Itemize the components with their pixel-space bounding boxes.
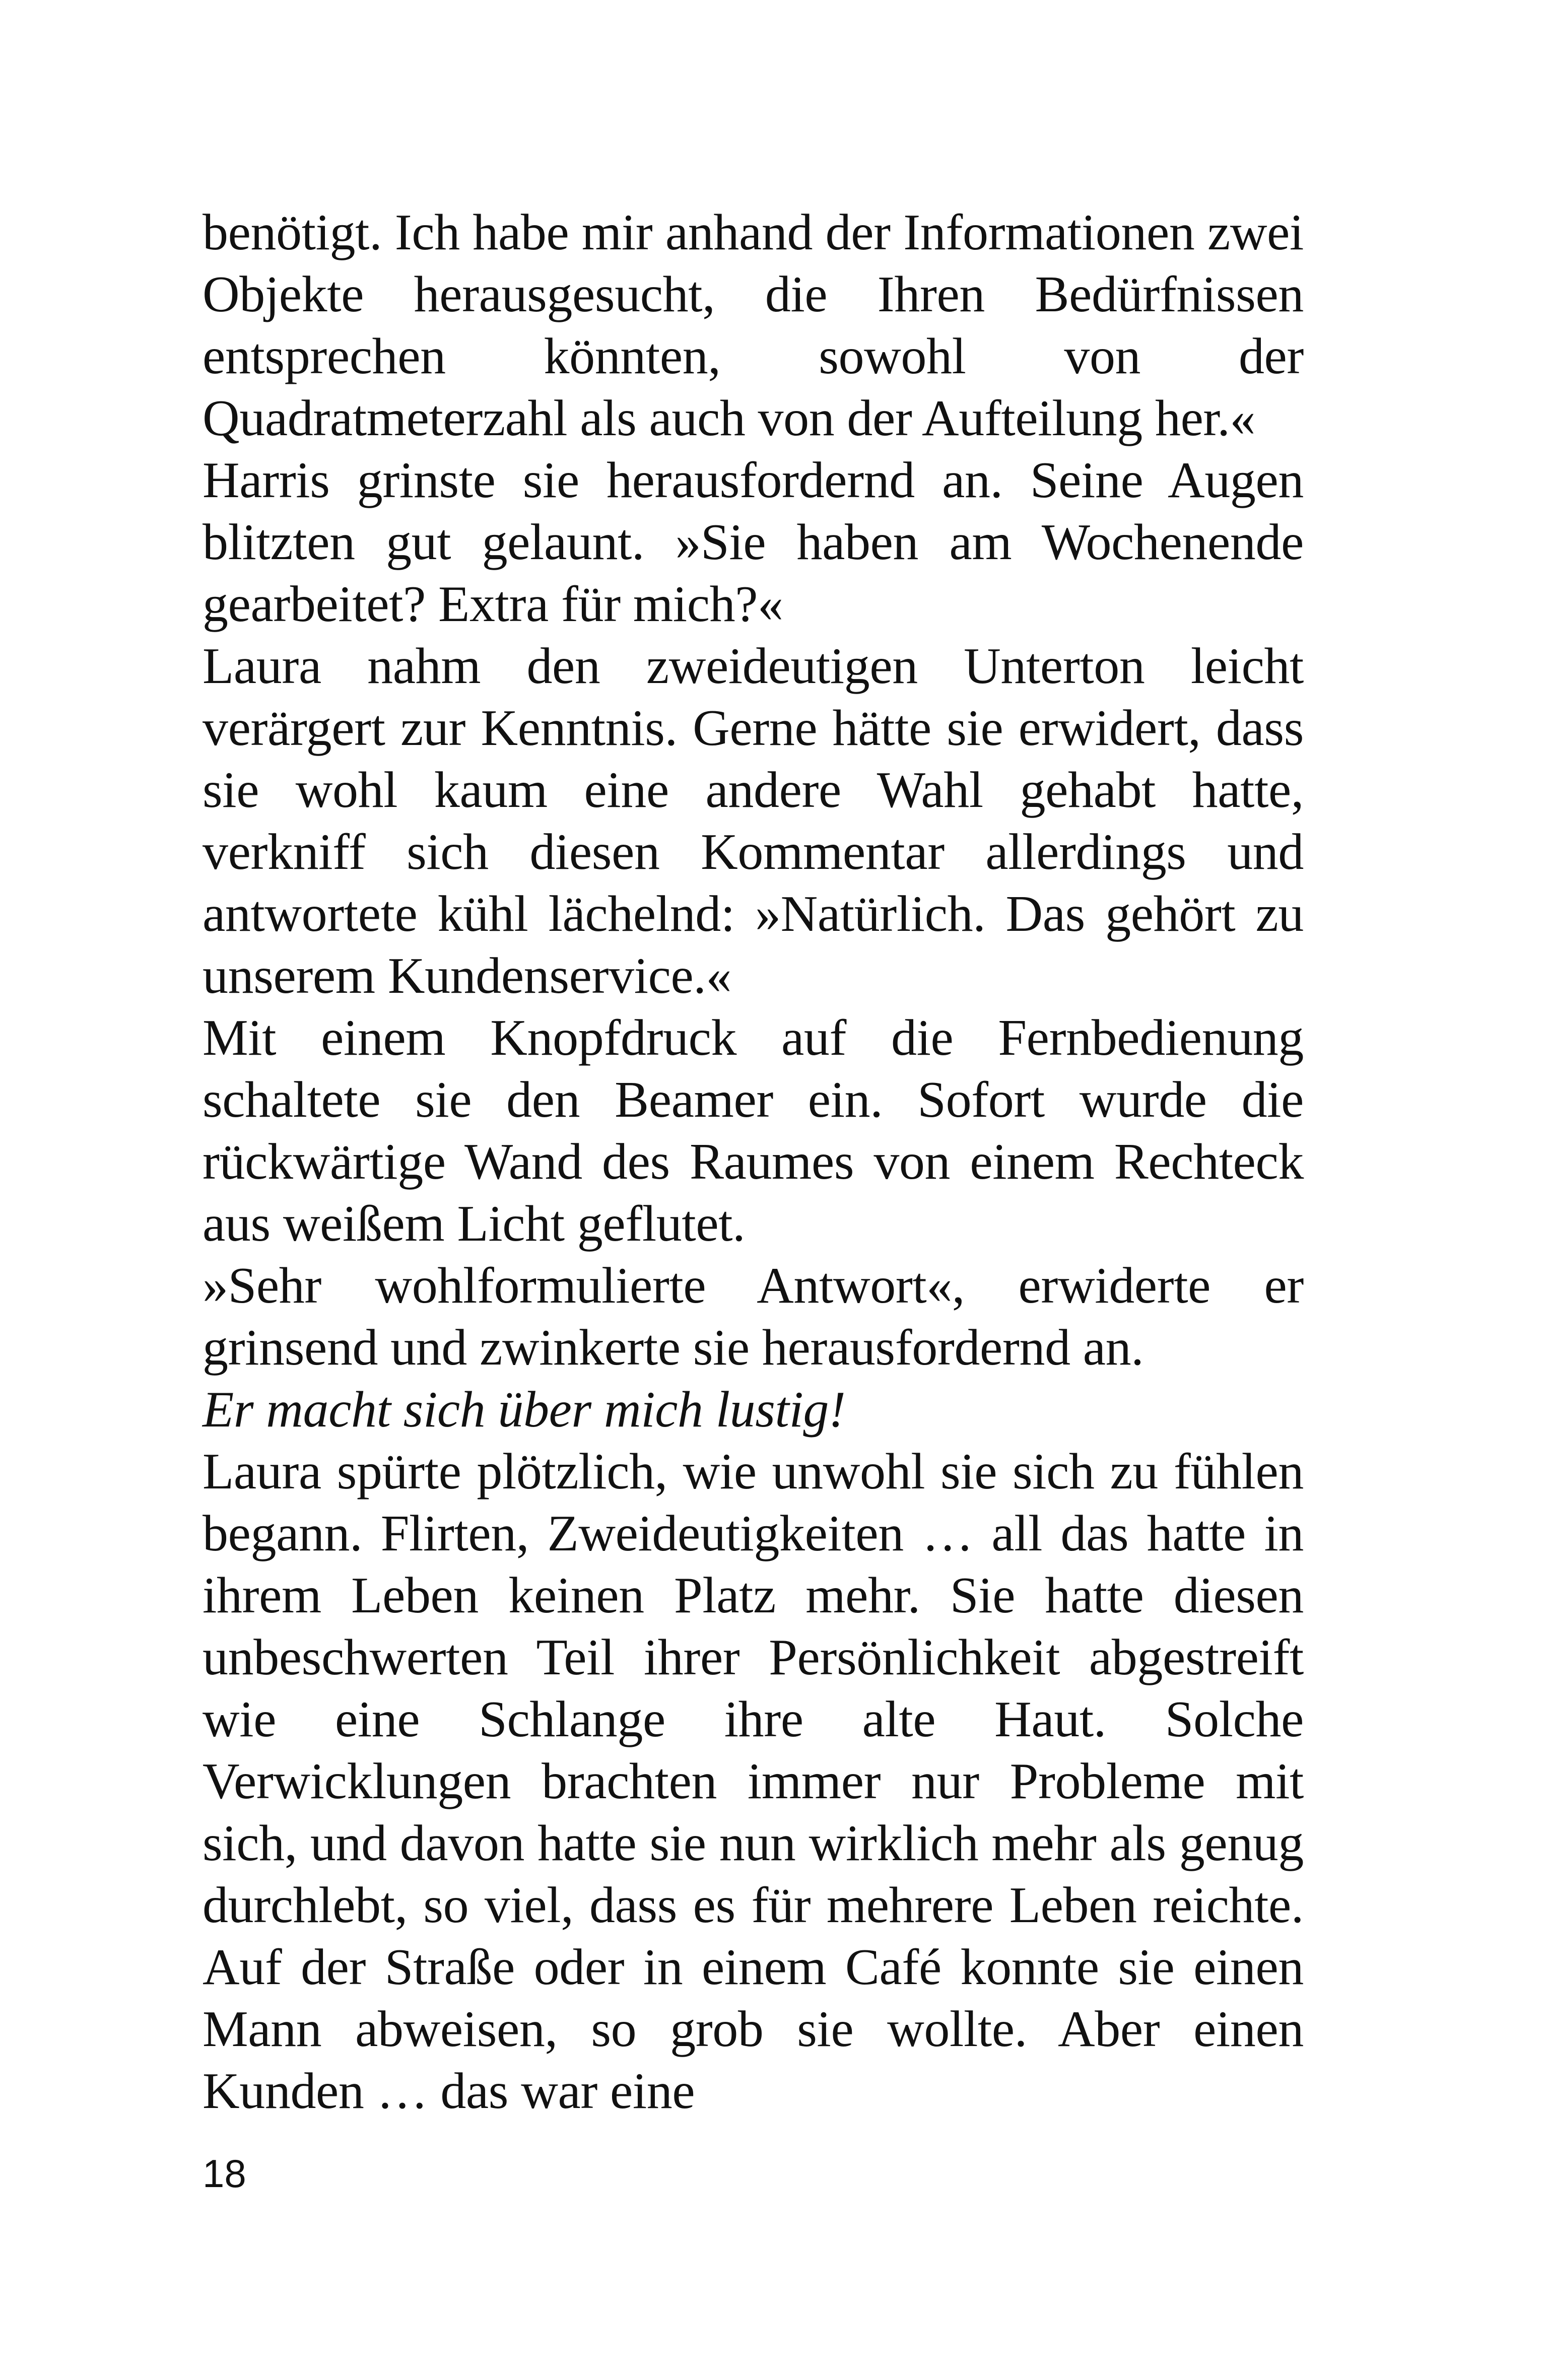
paragraph-6-inner-thought: Er macht sich über mich lustig!	[203, 1381, 846, 1438]
body-text	[203, 201, 1304, 2122]
paragraph-4: Mit einem Knopfdruck auf die Fernbedienung schaltete sie den Beamer ein. Sofort wurde die rückwärtige Wand des Raumes von einem Rechteck aus weißem Licht geflutet.	[203, 1009, 1304, 1252]
paragraph-7: Laura spürte plötzlich, wie unwohl sie sich zu fühlen begann. Flirten, Zweideutigkeiten … all das hatte in ihrem Leben keinen Platz mehr. Sie hatte diesen unbeschwerten Teil ihrer Persönlichkeit abgestreift wie eine Schlange ihre alte Haut. Solche Verwicklungen brachten immer nur Probleme mit sich, und davon hatte sie nun wirklich mehr als genug durchlebt, so viel, dass es für mehrere Leben reichte. Auf der Straße oder in einem Café konnte sie einen Mann abweisen, so grob sie wollte. Aber einen Kunden … das war eine	[203, 1443, 1304, 2120]
page-number: 18	[203, 2151, 246, 2196]
paragraph-3: Laura nahm den zweideutigen Unterton leicht verärgert zur Kenntnis. Gerne hätte sie erwidert, dass sie wohl kaum eine andere Wahl gehabt hatte, verkniff sich diesen Kommentar allerdings und antwortete kühl lächelnd: »Natürlich. Das gehört zu unserem Kundenservice.«	[203, 638, 1304, 1004]
paragraph-1: benötigt. Ich habe mir anhand der Informationen zwei Objekte herausgesucht, die Ihren Bedürfnissen entsprechen könnten, sowohl von der Quadratmeterzahl als auch von der Aufteilung her.«	[203, 204, 1304, 447]
paragraph-2: Harris grinste sie herausfordernd an. Seine Augen blitzten gut gelaunt. »Sie haben am Wochenende gearbeitet? Extra für mich?«	[203, 452, 1304, 633]
paragraph-5: »Sehr wohlformulierte Antwort«, erwiderte er grinsend und zwinkerte sie herausfordernd an.	[203, 1257, 1304, 1376]
